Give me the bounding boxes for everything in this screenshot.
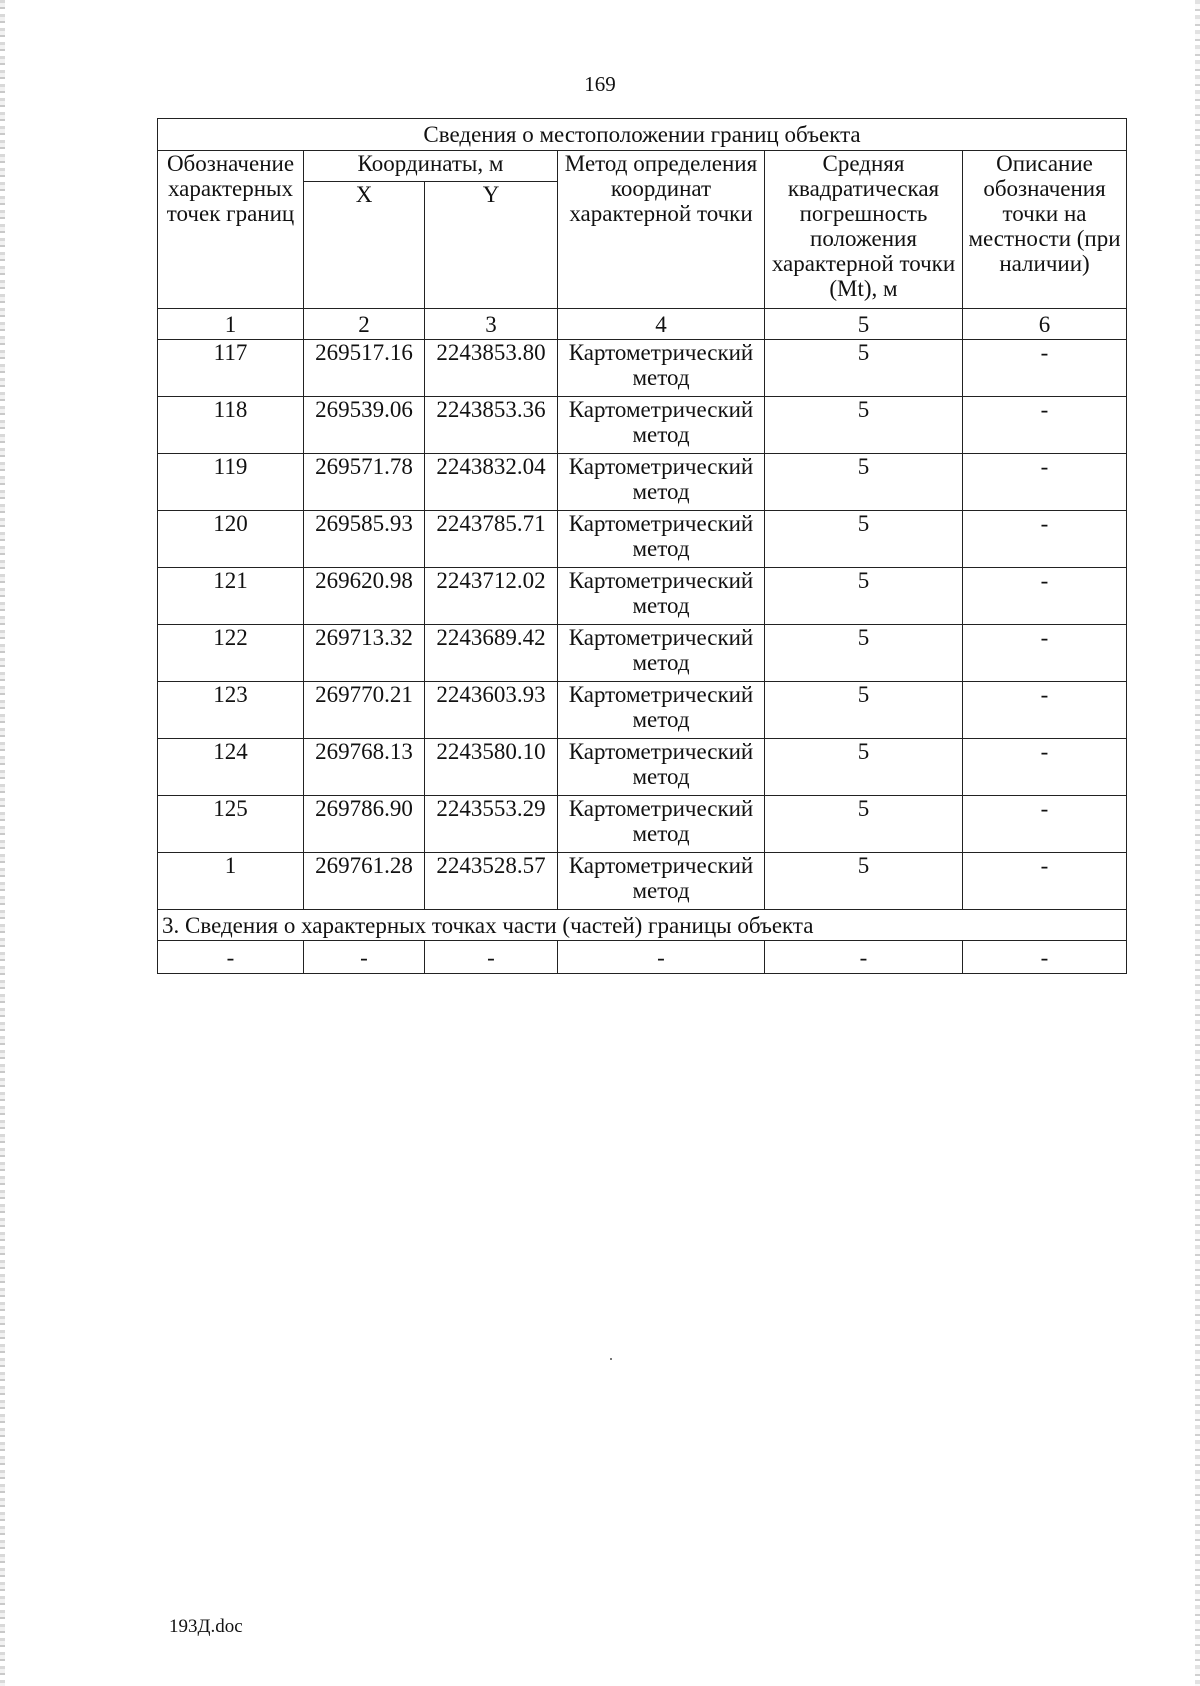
column-number: 3 — [425, 309, 558, 340]
y-coordinate-cell: 2243553.29 — [425, 796, 558, 853]
table-row — [158, 796, 1127, 853]
description-cell: - — [963, 739, 1127, 796]
table-row — [158, 454, 1127, 511]
x-coordinate-cell: 269539.06 — [304, 397, 425, 454]
description-cell: - — [963, 454, 1127, 511]
empty-cell: - — [158, 941, 304, 974]
section3-empty-row — [158, 941, 1127, 974]
x-coordinate-cell: 269768.13 — [304, 739, 425, 796]
header-coordinates: Координаты, м — [304, 151, 558, 182]
error-cell: 5 — [765, 853, 963, 910]
column-number: 5 — [765, 309, 963, 340]
error-cell: 5 — [765, 340, 963, 397]
x-coordinate-cell: 269761.28 — [304, 853, 425, 910]
section3-title: 3. Сведения о характерных точках части (частей) границы объекта — [158, 910, 1127, 941]
x-coordinate-cell: 269517.16 — [304, 340, 425, 397]
point-cell: 124 — [158, 739, 304, 796]
error-cell: 5 — [765, 625, 963, 682]
error-cell: 5 — [765, 511, 963, 568]
y-coordinate-cell: 2243712.02 — [425, 568, 558, 625]
x-coordinate-cell: 269620.98 — [304, 568, 425, 625]
y-coordinate-cell: 2243689.42 — [425, 625, 558, 682]
point-cell: 119 — [158, 454, 304, 511]
error-cell: 5 — [765, 397, 963, 454]
y-coordinate-cell: 2243853.80 — [425, 340, 558, 397]
point-cell: 122 — [158, 625, 304, 682]
table-title: Сведения о местоположении границ объекта — [158, 119, 1127, 151]
y-coordinate-cell: 2243580.10 — [425, 739, 558, 796]
scan-left-edge — [0, 0, 5, 1686]
table-row — [158, 739, 1127, 796]
y-coordinate-cell: 2243853.36 — [425, 397, 558, 454]
point-cell: 118 — [158, 397, 304, 454]
description-cell: - — [963, 340, 1127, 397]
x-coordinate-cell: 269585.93 — [304, 511, 425, 568]
header-y: Y — [425, 182, 558, 309]
empty-cell: - — [558, 941, 765, 974]
method-cell: Картометрический метод — [558, 739, 765, 796]
point-cell: 121 — [158, 568, 304, 625]
point-cell: 125 — [158, 796, 304, 853]
page-number: 169 — [584, 72, 616, 96]
method-cell: Картометрический метод — [558, 682, 765, 739]
point-cell: 123 — [158, 682, 304, 739]
error-cell: 5 — [765, 682, 963, 739]
error-cell: 5 — [765, 739, 963, 796]
description-cell: - — [963, 397, 1127, 454]
table-row — [158, 397, 1127, 454]
y-coordinate-cell: 2243785.71 — [425, 511, 558, 568]
table-row — [158, 625, 1127, 682]
empty-cell: - — [765, 941, 963, 974]
description-cell: - — [963, 511, 1127, 568]
point-cell: 120 — [158, 511, 304, 568]
column-number: 2 — [304, 309, 425, 340]
description-cell: - — [963, 568, 1127, 625]
table-row — [158, 682, 1127, 739]
description-cell: - — [963, 853, 1127, 910]
method-cell: Картометрический метод — [558, 625, 765, 682]
x-coordinate-cell: 269713.32 — [304, 625, 425, 682]
header-description: Описание обозначения точки на местности (при наличии) — [963, 151, 1127, 309]
point-cell: 117 — [158, 340, 304, 397]
method-cell: Картометрический метод — [558, 511, 765, 568]
header-error: Средняя квадратическая погрешность положения характерной точки (Mt), м — [765, 151, 963, 309]
header-x: X — [304, 182, 425, 309]
table-row — [158, 340, 1127, 397]
method-cell: Картометрический метод — [558, 397, 765, 454]
header-method: Метод определения координат характерной точки — [558, 151, 765, 309]
method-cell: Картометрический метод — [558, 853, 765, 910]
method-cell: Картометрический метод — [558, 568, 765, 625]
method-cell: Картометрический метод — [558, 796, 765, 853]
column-number: 1 — [158, 309, 304, 340]
description-cell: - — [963, 796, 1127, 853]
x-coordinate-cell: 269571.78 — [304, 454, 425, 511]
section3-title-row — [158, 910, 1127, 941]
scan-right-edge — [1195, 0, 1200, 1686]
column-number-row — [158, 309, 1127, 340]
empty-cell: - — [425, 941, 558, 974]
x-coordinate-cell: 269786.90 — [304, 796, 425, 853]
table-title-row — [158, 119, 1127, 151]
table-row — [158, 511, 1127, 568]
y-coordinate-cell: 2243528.57 — [425, 853, 558, 910]
header-row — [158, 151, 1127, 182]
description-cell: - — [963, 682, 1127, 739]
x-coordinate-cell: 269770.21 — [304, 682, 425, 739]
method-cell: Картометрический метод — [558, 340, 765, 397]
y-coordinate-cell: 2243832.04 — [425, 454, 558, 511]
empty-cell: - — [304, 941, 425, 974]
empty-cell: - — [963, 941, 1127, 974]
table-row — [158, 568, 1127, 625]
error-cell: 5 — [765, 568, 963, 625]
table-row — [158, 853, 1127, 910]
method-cell: Картометрический метод — [558, 454, 765, 511]
y-coordinate-cell: 2243603.93 — [425, 682, 558, 739]
description-cell: - — [963, 625, 1127, 682]
boundary-coordinates-table — [157, 118, 1127, 974]
header-designation: Обозначение характерных точек границ — [158, 151, 304, 309]
column-number: 4 — [558, 309, 765, 340]
scan-speck — [610, 1358, 612, 1360]
error-cell: 5 — [765, 796, 963, 853]
error-cell: 5 — [765, 454, 963, 511]
column-number: 6 — [963, 309, 1127, 340]
footer-filename: 193Д.doc — [169, 1616, 243, 1637]
point-cell: 1 — [158, 853, 304, 910]
